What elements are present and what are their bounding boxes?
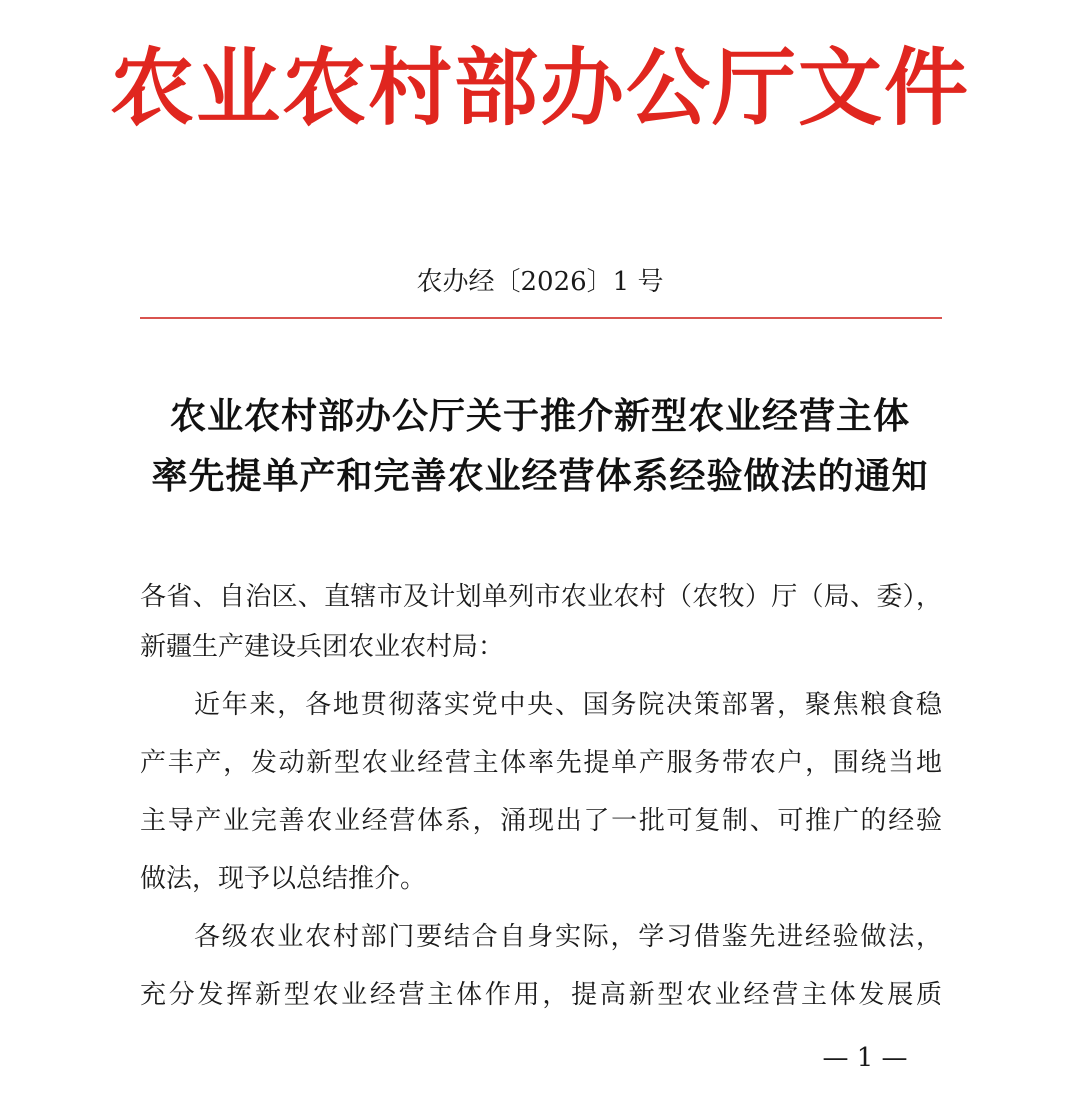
paragraph-2-line-2: 充分发挥新型农业经营主体作用，提高新型农业经营主体发展质	[140, 980, 942, 1010]
addressee-line-1: 各省、自治区、直辖市及计划单列市农业农村（农牧）厅（局、委），	[140, 582, 942, 612]
paragraph-1-line-1: 近年来，各地贯彻落实党中央、国务院决策部署，聚焦粮食稳	[194, 690, 942, 720]
addressee-line-2: 新疆生产建设兵团农业农村局：	[140, 632, 505, 662]
document-header-title: 农业农村部办公厅文件	[109, 38, 970, 137]
document-number: 农办经〔2026〕1 号	[416, 267, 664, 297]
page-number: — 1 —	[822, 1043, 908, 1073]
notice-title-line-2: 率先提单产和完善农业经营体系经验做法的通知	[151, 455, 929, 497]
paragraph-1-line-3: 主导产业完善农业经营体系，涌现出了一批可复制、可推广的经验	[140, 806, 942, 836]
paragraph-2-line-1: 各级农业农村部门要结合自身实际，学习借鉴先进经验做法，	[194, 922, 942, 952]
paragraph-1-line-2: 产丰产，发动新型农业经营主体率先提单产服务带农户，围绕当地	[140, 748, 942, 778]
red-separator-line	[140, 317, 942, 319]
paragraph-1-line-4: 做法，现予以总结推介。	[140, 864, 427, 894]
notice-title-line-1: 农业农村部办公厅关于推介新型农业经营主体	[169, 395, 910, 437]
